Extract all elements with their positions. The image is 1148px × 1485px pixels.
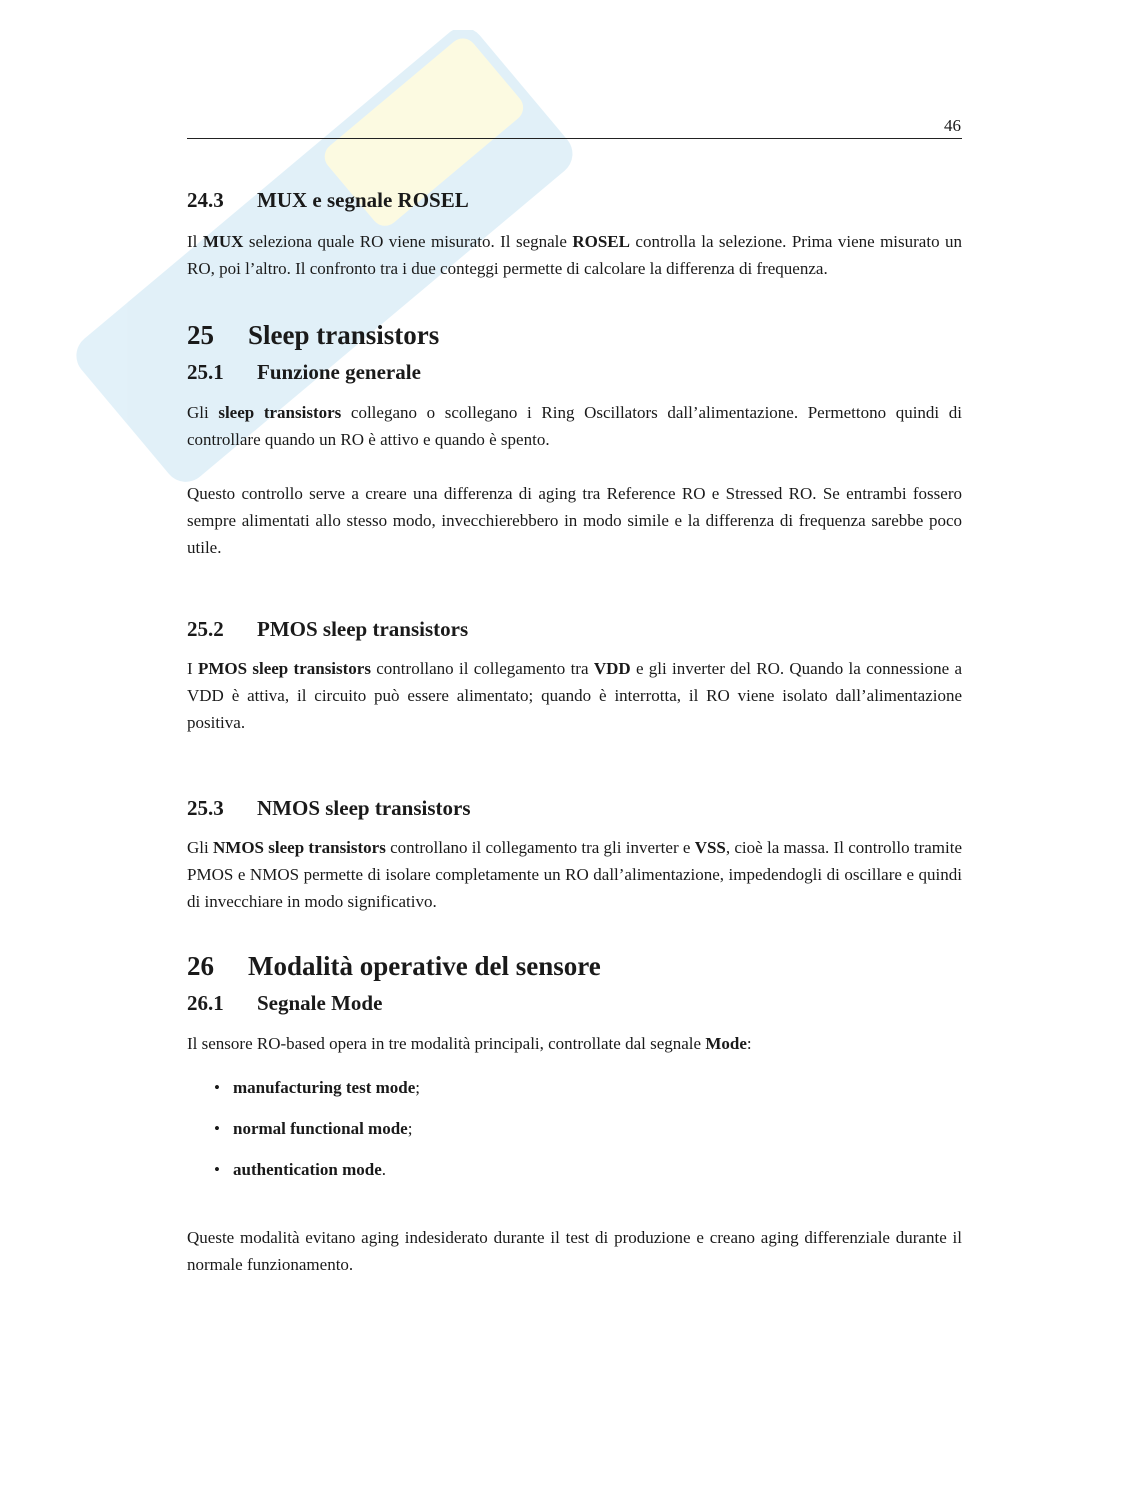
subsection-number: 25.1	[187, 360, 224, 384]
bullet-icon: •	[214, 1078, 220, 1097]
list-item: • authentication mode.	[187, 1156, 962, 1183]
section-25-heading	[187, 318, 962, 352]
paragraph: Il sensore RO-based opera in tre modalità principali, controllate dal segnale Mode:	[187, 1034, 752, 1053]
subsection-title: Funzione generale	[257, 360, 421, 384]
page-number: 46	[944, 116, 961, 135]
section-title: Modalità operative del sensore	[248, 951, 601, 981]
paragraph: Gli sleep transistors collegano o scollegano i Ring Oscillators dall’alimentazione. Permettono quindi di controllare quando un RO è attivo e quando è spento.	[187, 403, 962, 449]
subsection-number: 25.3	[187, 796, 224, 820]
subsection-number: 26.1	[187, 991, 224, 1015]
paragraph: Questo controllo serve a creare una differenza di aging tra Reference RO e Stressed RO. Se entrambi fossero sempre alimentati allo stesso modo, invecchierebbero in modo simile e la differenza di frequenza sarebbe poco utile.	[187, 484, 962, 557]
subsection-26-1-heading	[187, 989, 962, 1017]
section-title: Sleep transistors	[248, 320, 440, 350]
header-rule	[187, 138, 962, 139]
section-26-heading	[187, 949, 962, 983]
paragraph: Gli NMOS sleep transistors controllano il collegamento tra gli inverter e VSS, cioè la massa. Il controllo tramite PMOS e NMOS permette di isolare completamente un RO dall’alimentazione, impedendogli di oscillare e quindi di invecchiare in modo significativo.	[187, 838, 962, 911]
bullet-icon: •	[214, 1119, 220, 1138]
subsection-25-2-heading	[187, 615, 962, 643]
mode-list	[187, 1074, 962, 1183]
page-content	[187, 180, 962, 1278]
section-number: 26	[187, 951, 214, 981]
subsection-number: 25.2	[187, 617, 224, 641]
subsection-title: PMOS sleep transistors	[257, 617, 469, 641]
list-item: • manufacturing test mode;	[187, 1074, 962, 1101]
subsection-title: NMOS sleep transistors	[257, 796, 471, 820]
paragraph: Il MUX seleziona quale RO viene misurato. Il segnale ROSEL controlla la selezione. Prima viene misurato un RO, poi l’altro. Il confronto tra i due conteggi permette di calcolare la differenza di frequenza.	[187, 232, 962, 278]
subsection-number: 24.3	[187, 188, 224, 212]
subsection-25-1-heading	[187, 358, 962, 386]
paragraph: Queste modalità evitano aging indesiderato durante il test di produzione e creano aging differenziale durante il normale funzionamento.	[187, 1228, 962, 1274]
section-number: 25	[187, 320, 214, 350]
subsection-title: Segnale Mode	[257, 991, 383, 1015]
subsection-24-3-heading	[187, 186, 962, 214]
bullet-icon: •	[214, 1160, 220, 1179]
list-item: • normal functional mode;	[187, 1115, 962, 1142]
paragraph: I PMOS sleep transistors controllano il collegamento tra VDD e gli inverter del RO. Quando la connessione a VDD è attiva, il circuito può essere alimentato; quando è interrotta, il RO viene isolato dall’alimentazione positiva.	[187, 659, 962, 732]
subsection-25-3-heading	[187, 794, 962, 822]
subsection-title: MUX e segnale ROSEL	[257, 188, 469, 212]
